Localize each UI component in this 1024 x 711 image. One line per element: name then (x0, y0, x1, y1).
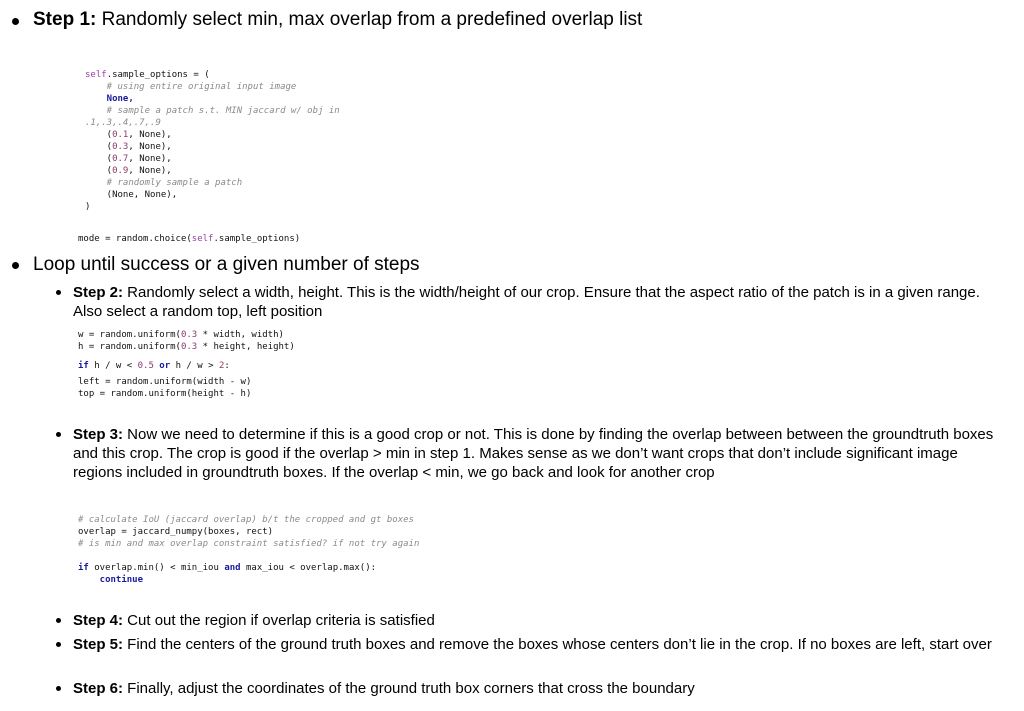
step-desc: Cut out the region if overlap criteria is satisfied (123, 612, 435, 629)
loop-text: Loop until success or a given number of steps (33, 254, 420, 275)
code-keyword: and (224, 563, 241, 573)
step-label: Step 1: (33, 9, 97, 30)
code-token: max_iou < overlap.max(): (240, 563, 377, 573)
code-comment: # using entire original input image (85, 82, 297, 92)
bullet-dot (56, 432, 61, 437)
code-token: , None), (128, 130, 172, 140)
step-desc: Find the centers of the ground truth boxes and remove the boxes whose centers don’t lie in the crop. If no boxes are left, start over (123, 636, 992, 653)
code-number: 0.7 (112, 154, 129, 164)
code-overlap-if (78, 562, 376, 586)
step-label: Step 4: (73, 612, 124, 629)
code-token: h / w < (88, 361, 138, 371)
code-keyword: if (78, 563, 89, 573)
step-desc: Now we need to determine if this is a good crop or not. This is done by finding the overlap between between the groundtruth boxes and this crop. The crop is good if the overlap > min in step 1. Makes sense as we don’t want crops that don’t include significant image regions included in groundtruth boxes. If the overlap < min, we go back and look for another crop (73, 426, 994, 481)
step-3-text (73, 425, 1008, 482)
code-comment: .1,.3,.4,.7,.9 (85, 118, 161, 128)
step-desc: Randomly select a width, height. This is the width/height of our crop. Ensure that the aspect ratio of the patch is in a given range. Also select a random top, left position (73, 284, 980, 320)
code-token: .sample_options) (213, 234, 301, 244)
code-token: h = random.uniform( (78, 342, 181, 352)
code-keyword: if (78, 361, 89, 371)
code-number: 2 (218, 361, 225, 371)
code-number: 0.5 (137, 361, 154, 371)
code-token: , None), (128, 142, 172, 152)
bullet-dot (12, 262, 19, 269)
code-comment: # is min and max overlap constraint satisfied? if not try again (78, 539, 420, 549)
code-token: * width, width) (197, 330, 284, 340)
bullet-dot (56, 618, 61, 623)
code-width-height (78, 329, 295, 353)
code-mode-choice (78, 233, 300, 245)
bullet-dot (56, 686, 61, 691)
code-token: self (85, 70, 107, 80)
step-2-text (73, 283, 1008, 321)
code-comment: # sample a patch s.t. MIN jaccard w/ obj in (85, 106, 340, 116)
step-6-text (73, 679, 695, 698)
code-token: * height, height) (197, 342, 295, 352)
code-token: ( (85, 130, 113, 140)
code-keyword: continue (78, 575, 144, 585)
code-overlap-check (78, 514, 419, 550)
code-token: h / w > (170, 361, 219, 371)
step-desc: Randomly select min, max overlap from a predefined overlap list (96, 9, 643, 30)
code-token: w = random.uniform( (78, 330, 181, 340)
step-desc: Finally, adjust the coordinates of the ground truth box corners that cross the boundary (123, 680, 695, 697)
code-token: ( (85, 166, 113, 176)
code-token: left = random.uniform(width - w) (78, 377, 252, 387)
code-token: overlap.min() < min_iou (88, 563, 225, 573)
step-label: Step 6: (73, 680, 124, 697)
code-number: 0.3 (180, 330, 198, 340)
code-keyword: or (153, 361, 171, 371)
code-comment: # calculate IoU (jaccard overlap) b/t the cropped and gt boxes (78, 515, 414, 525)
code-token: (None, None), (85, 190, 178, 200)
code-aspect-check (78, 360, 230, 372)
code-number: 0.1 (112, 130, 129, 140)
code-token: .sample_options = ( (106, 70, 210, 80)
step-label: Step 2: (73, 284, 124, 301)
code-token: mode = random.choice( (78, 234, 192, 244)
step-4-text (73, 611, 435, 630)
code-token: , None), (128, 154, 172, 164)
step-label: Step 3: (73, 426, 124, 443)
code-token: self (191, 234, 214, 244)
code-number: 0.9 (112, 166, 129, 176)
code-token: None, (85, 94, 134, 104)
step-1-text (33, 9, 642, 31)
code-token: top = random.uniform(height - h) (78, 389, 252, 399)
code-token: : (224, 361, 230, 371)
step-label: Step 5: (73, 636, 124, 653)
code-token: overlap = jaccard_numpy(boxes, rect) (78, 527, 274, 537)
code-comment: # randomly sample a patch (85, 178, 243, 188)
bullet-dot (56, 642, 61, 647)
code-token: ( (85, 154, 113, 164)
code-sample-options (85, 69, 340, 213)
code-token: ( (85, 142, 113, 152)
bullet-dot (56, 290, 61, 295)
code-number: 0.3 (112, 142, 129, 152)
code-number: 0.3 (180, 342, 198, 352)
step-5-text (73, 635, 1008, 654)
code-token: , None), (128, 166, 172, 176)
code-token: ) (85, 202, 91, 212)
code-left-top (78, 376, 251, 400)
bullet-dot (12, 18, 19, 25)
